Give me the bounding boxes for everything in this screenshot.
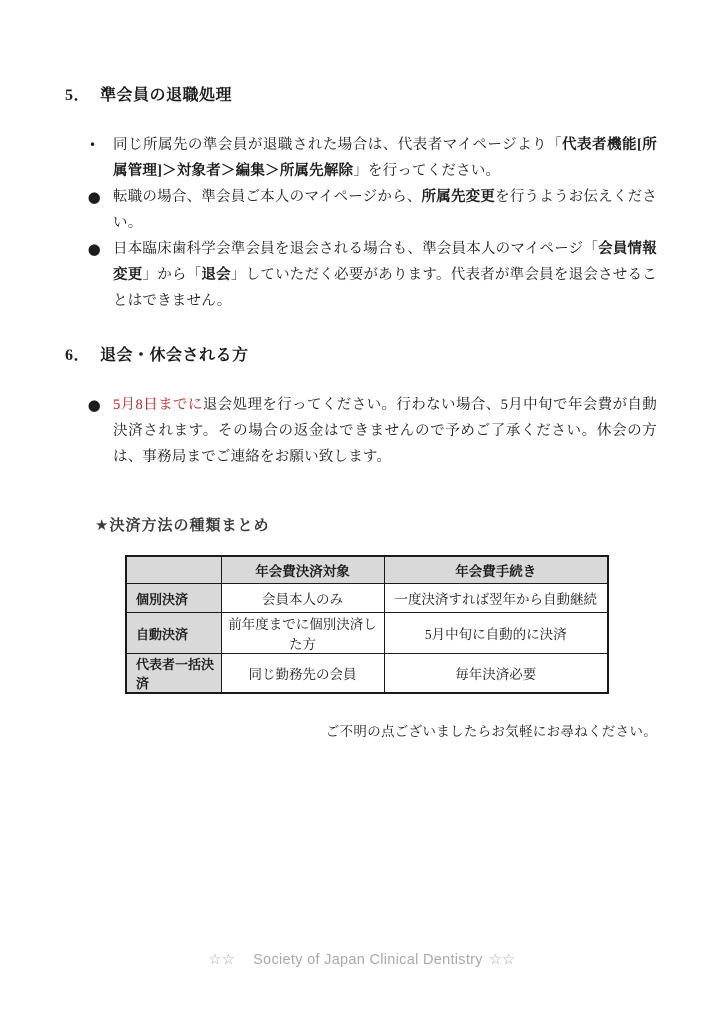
- table-row: [126, 584, 608, 613]
- bullet-icon: ●: [87, 396, 102, 414]
- bullet-text: [113, 241, 657, 309]
- bullet-text: [113, 137, 657, 179]
- contact-note: ご不明の点ございましたらお気軽にお尋ねください。: [325, 724, 657, 739]
- bullet-icon: ●: [87, 240, 102, 258]
- table-cell: 毎年決済必要: [384, 654, 608, 694]
- text-segment: 」から「: [142, 267, 202, 283]
- text-segment-bold: 会員情報変更: [113, 241, 657, 283]
- table-header-row: [126, 556, 608, 584]
- section5-title: 準会員の退職処理: [100, 87, 233, 104]
- table-header-procedure: 年会費手続き: [384, 556, 608, 584]
- text-segment-bold: 代表者機能[所属管理]＞対象者＞編集＞所属先解除: [113, 137, 657, 179]
- row-label: 代表者一括決済: [126, 654, 221, 694]
- section5-number: 5．: [65, 87, 91, 104]
- list-item: [65, 236, 657, 314]
- text-segment: 退会処理を行ってください。行わない場合、5月中旬で年会費が自動決済されます。その場合の返金はできませんので予めご了承ください。休会の方は、事務局までご連絡をお願い致します。: [113, 397, 658, 465]
- list-item: [65, 132, 657, 184]
- section6-title: 退会・休会される方: [100, 347, 249, 364]
- table-row: [126, 654, 608, 694]
- deadline-text-red: 5月8日までに: [113, 397, 203, 413]
- text-segment: 」を行ってください。: [353, 163, 501, 179]
- list-item: [65, 184, 657, 236]
- text-segment: 転職の場合、準会員ご本人のマイページから、: [113, 189, 422, 205]
- page-footer: [0, 952, 724, 968]
- text-segment: 」していただく必要があります。代表者が準会員を退会させることはできません。: [113, 267, 657, 309]
- star-icons-left: ☆☆: [208, 952, 236, 968]
- text-segment: 日本臨床歯科学会準会員を退会される場合も、準会員本人のマイページ「: [113, 241, 599, 257]
- row-label: 個別決済: [126, 584, 221, 613]
- table-cell: 会員本人のみ: [221, 584, 384, 613]
- table-header-target: 年会費決済対象: [221, 556, 384, 584]
- bullet-text: [113, 189, 657, 231]
- text-segment: 同じ所属先の準会員が退職された場合は、代表者マイページより「: [113, 137, 563, 153]
- table-row: [126, 613, 608, 654]
- section6-number: 6．: [65, 347, 91, 364]
- footer-text: Society of Japan Clinical Dentistry: [253, 952, 483, 968]
- section6-heading: [65, 346, 657, 366]
- text-segment: を行うようお伝えください。: [113, 189, 657, 231]
- row-label: 自動決済: [126, 613, 221, 654]
- bullet-text: [113, 397, 657, 465]
- table-header-empty: [126, 556, 221, 584]
- list-item: [65, 392, 657, 470]
- section5-heading: [65, 86, 657, 106]
- payment-summary-heading: ★決済方法の種類まとめ: [95, 517, 270, 534]
- bullet-icon: ●: [87, 188, 102, 206]
- section5-bullet-list: [65, 132, 657, 314]
- bullet-icon: •: [89, 138, 97, 152]
- table-cell: 同じ勤務先の会員: [221, 654, 384, 694]
- star-icons-right: ☆☆: [488, 952, 516, 968]
- table-cell: 前年度までに個別決済した方: [221, 613, 384, 654]
- section6-bullet-list: [65, 392, 657, 470]
- table-cell: 5月中旬に自動的に決済: [384, 613, 608, 654]
- text-segment-bold: 退会: [201, 267, 231, 283]
- text-segment-bold: 所属先変更: [421, 189, 496, 205]
- table-cell: 一度決済すれば翌年から自動継続: [384, 584, 608, 613]
- payment-methods-table: [125, 555, 609, 694]
